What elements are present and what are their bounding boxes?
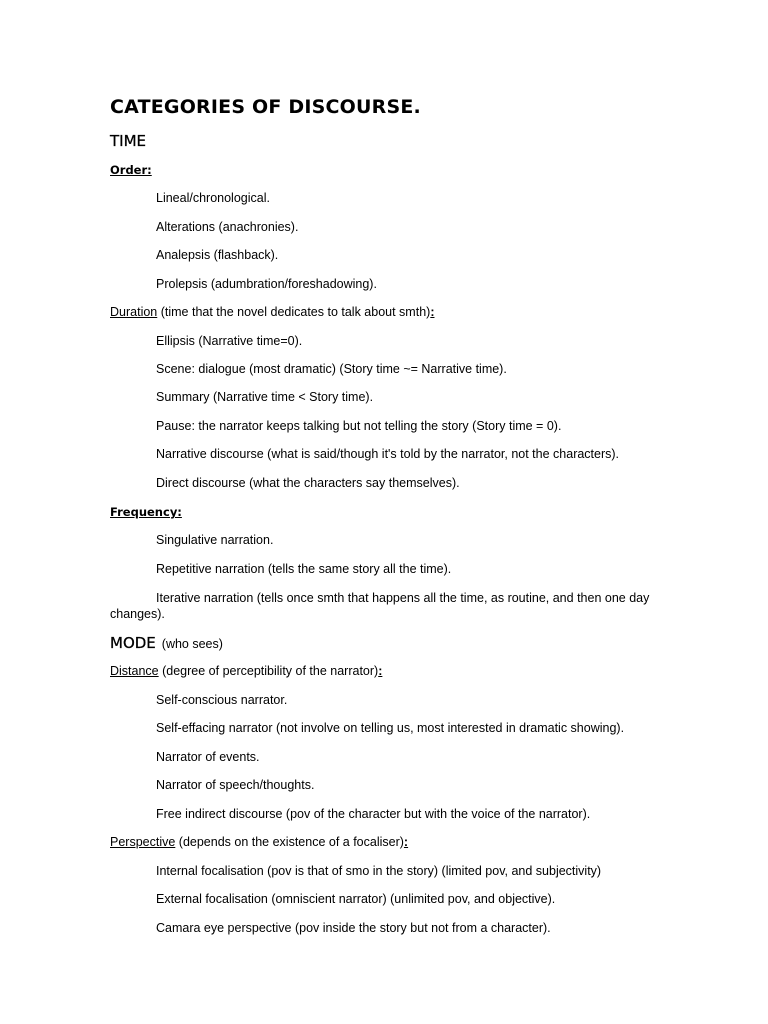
list-item: Singulative narration. xyxy=(156,533,274,547)
category-perspective xyxy=(110,835,408,849)
section-heading-label: MODE xyxy=(110,634,156,652)
category-label: Frequency: xyxy=(110,505,182,519)
list-item: Self-effacing narrator (not involve on telling us, most interested in dramatic showing). xyxy=(156,721,625,735)
list-item: Direct discourse (what the characters say themselves). xyxy=(156,476,460,490)
list-item: Prolepsis (adumbration/foreshadowing). xyxy=(156,277,377,291)
section-heading-time: TIME xyxy=(110,132,147,150)
list-item: Scene: dialogue (most dramatic) (Story time ~= Narrative time). xyxy=(156,362,507,376)
list-item: Repetitive narration (tells the same story all the time). xyxy=(156,562,452,576)
category-note: (degree of perceptibility of the narrator) xyxy=(158,664,379,678)
section-heading-mode xyxy=(110,634,223,652)
category-duration xyxy=(110,305,434,319)
list-item: Analepsis (flashback). xyxy=(156,248,279,262)
category-label: Distance xyxy=(110,664,159,678)
category-note: (time that the novel dedicates to talk about smth) xyxy=(157,305,431,319)
list-item: Alterations (anachronies). xyxy=(156,220,299,234)
list-item: Self-conscious narrator. xyxy=(156,693,288,707)
category-colon: : xyxy=(430,305,435,319)
list-item: External focalisation (omniscient narrator) (unlimited pov, and objective). xyxy=(156,892,556,906)
list-item: Free indirect discourse (pov of the character but with the voice of the narrator). xyxy=(156,807,591,821)
list-item: Iterative narration (tells once smth that happens all the time, as routine, and then one day changes). xyxy=(110,591,650,621)
category-distance xyxy=(110,664,382,678)
category-note: (depends on the existence of a focaliser) xyxy=(175,835,404,849)
list-item: Camara eye perspective (pov inside the story but not from a character). xyxy=(156,921,551,935)
list-item: Narrator of speech/thoughts. xyxy=(156,778,315,792)
list-item: Narrator of events. xyxy=(156,750,260,764)
category-label: Duration xyxy=(110,305,158,319)
list-item: Summary (Narrative time < Story time). xyxy=(156,390,374,404)
category-order xyxy=(110,163,152,177)
list-item: Internal focalisation (pov is that of smo in the story) (limited pov, and subjectivity) xyxy=(156,864,602,878)
category-colon: : xyxy=(403,835,409,849)
list-item: Ellipsis (Narrative time=0). xyxy=(156,334,303,348)
category-colon: : xyxy=(378,664,383,678)
list-item: Narrative discourse (what is said/though it's told by the narrator, not the characters). xyxy=(156,447,620,461)
list-item: Pause: the narrator keeps talking but not telling the story (Story time = 0). xyxy=(156,419,562,433)
category-label: Perspective xyxy=(110,835,176,849)
category-frequency xyxy=(110,505,182,519)
list-item: Lineal/chronological. xyxy=(156,191,270,205)
section-heading-note: (who sees) xyxy=(161,637,223,651)
category-label: Order: xyxy=(110,163,152,177)
document-title: CATEGORIES OF DISCOURSE. xyxy=(110,96,421,118)
